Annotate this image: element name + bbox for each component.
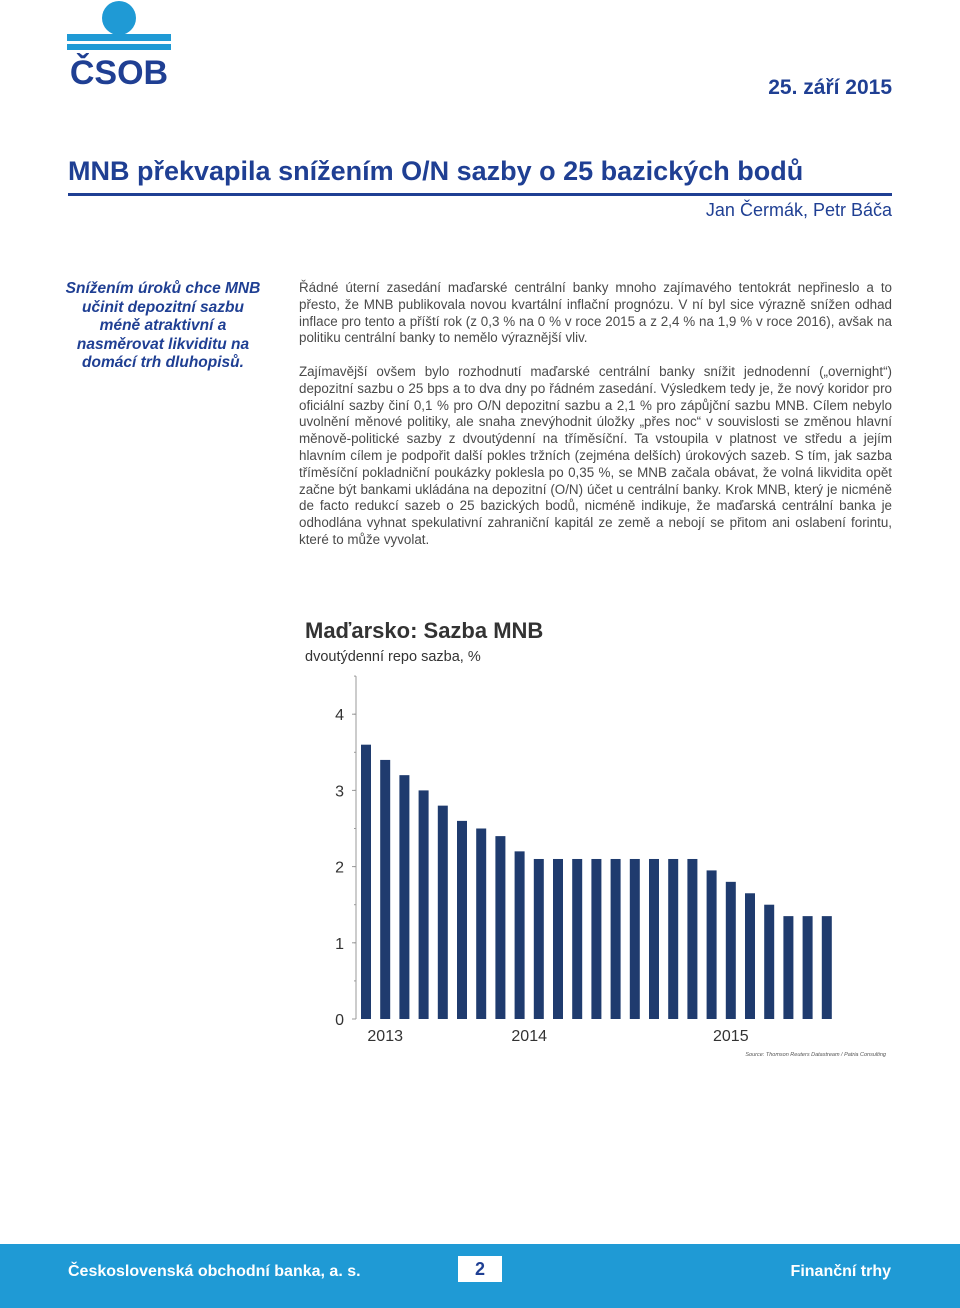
footer-section-name: Finanční trhy xyxy=(790,1263,891,1280)
bar xyxy=(495,836,505,1019)
y-tick-label: 4 xyxy=(335,707,344,725)
sidebar-summary: Snížením úroků chce MNB učinit depozitní sazbu méně atraktivní a nasměrovat likviditu na domácí trh dluhopisů. xyxy=(65,280,261,371)
y-tick-label: 2 xyxy=(335,859,344,877)
csob-logo xyxy=(64,0,174,90)
bar xyxy=(380,760,390,1019)
article-authors: Jan Čermák, Petr Báča xyxy=(705,200,892,220)
chart-source: Source: Thomson Reuters Datastream / Patria Consulting xyxy=(745,1052,886,1058)
bar xyxy=(591,859,601,1019)
rate-bar-chart xyxy=(300,670,900,1070)
x-tick-label: 2013 xyxy=(367,1028,403,1045)
chart-title: Maďarsko: Sazba MNB xyxy=(305,618,544,643)
footer-bank-name: Československá obchodní banka, a. s. xyxy=(68,1263,361,1280)
bar xyxy=(668,859,678,1019)
bar xyxy=(534,859,544,1019)
bar xyxy=(687,859,697,1019)
chart-subtitle: dvoutýdenní repo sazba, % xyxy=(305,649,481,665)
bar xyxy=(438,806,448,1019)
bar xyxy=(572,859,582,1019)
title-divider xyxy=(68,193,892,196)
bar xyxy=(803,916,813,1019)
bar xyxy=(745,893,755,1019)
bar xyxy=(399,775,409,1019)
bar xyxy=(630,859,640,1019)
bar xyxy=(553,859,563,1019)
report-date: 25. září 2015 xyxy=(768,76,892,99)
bar xyxy=(611,859,621,1019)
logo-text: ČSOB xyxy=(69,54,169,90)
paragraph-2: Zajímavější ovšem bylo rozhodnutí maďarské centrální banky snížit jednodenní („overnight“) depozitní sazbu o 25 bps a to dva dny po řádném zasedání. Výsledkem tedy je, že nový koridor pro oficiální sazby činí 0,1 % pro O/N depozitní sazbu a 2,1 % pro zápůjční sazbu MNB. Cílem nebylo uvolnění měnové politiky, ale snaha znevýhodnit úložky „přes noc“ v souvislosti se změnou hlavní měnově-politické sazby z dvoutýdenní na tříměsíční. Ta vstoupila v platnost ve středu a jejím hlavním cílem je podpořit další pokles tržních (zejména delších) úrokových sazeb. S tím, jak sazba tříměsíční pokladniční poukázky poklesla po 0,35 %, se MNB začala obávat, že volná likvidita opět začne být bankami ukládána na depozitní (O/N) účet u centrální banky. Krok MNB, který je nicméně de facto redukcí sazeb o 25 bazických bodů, nicméně indikuje, že maďarská centrální banka je odhodlána vyhnat spekulativní zahraniční kapitál ze země a nebojí se přitom ani oslabení forintu, které to může vyvolat. xyxy=(299,364,892,547)
x-tick-label: 2014 xyxy=(511,1028,547,1045)
y-tick-label: 1 xyxy=(335,935,344,953)
article-title: MNB překvapila snížením O/N sazby o 25 bazických bodů xyxy=(68,156,804,186)
bar xyxy=(419,790,429,1019)
bar xyxy=(822,916,832,1019)
bar xyxy=(764,905,774,1019)
bar xyxy=(649,859,659,1019)
bar xyxy=(515,851,525,1019)
bar xyxy=(783,916,793,1019)
page-number: 2 xyxy=(458,1256,502,1282)
bar xyxy=(476,829,486,1020)
x-tick-label: 2015 xyxy=(713,1028,749,1045)
bar xyxy=(707,870,717,1019)
paragraph-1: Řádné úterní zasedání maďarské centrální banky mnoho zajímavého tentokrát nepřineslo a to přesto, že MNB publikovala novou kvartální inflační prognózu. V ní byl sice výrazně snížen odhad inflace pro tento a příští rok (z 0,3 % na 0 % v roce 2015 a z 2,4 % na 1,9 % v roce 2016), avšak na politiku centrální banky to nemělo výraznější vliv. xyxy=(299,280,892,346)
bar xyxy=(457,821,467,1019)
y-tick-label: 0 xyxy=(335,1012,344,1029)
bar xyxy=(361,745,371,1019)
y-tick-label: 3 xyxy=(335,783,344,801)
bar xyxy=(726,882,736,1019)
